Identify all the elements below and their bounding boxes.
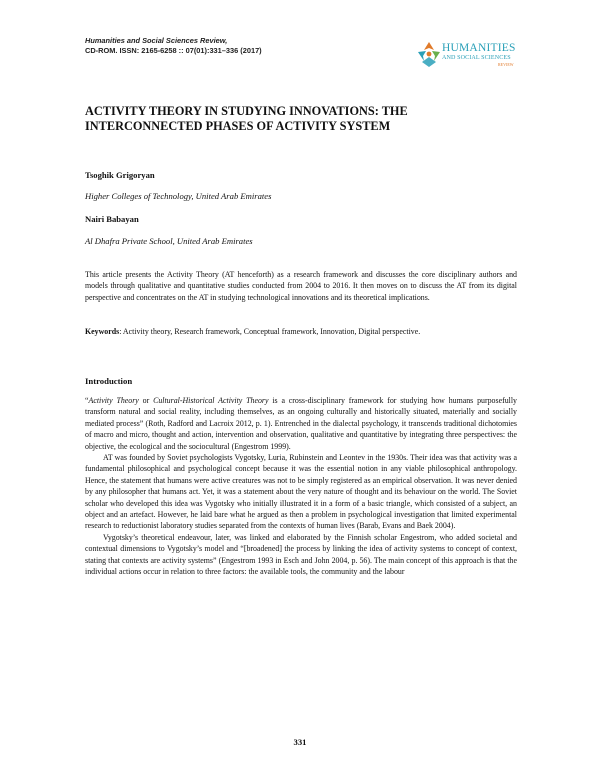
term-connector: or [138, 396, 154, 405]
page-number: 331 [293, 737, 307, 747]
paragraph-1 [85, 395, 517, 452]
author-affiliation-1: Higher Colleges of Technology, United Arab Emirates [85, 191, 272, 201]
logo-emblem-icon [414, 40, 444, 70]
journal-issn: CD-ROM. ISSN: 2165-6258 :: 07(01):331–336 (2017) [85, 46, 262, 55]
logo-line-2: AND SOCIAL SCIENCES [442, 55, 511, 61]
body-text [85, 395, 517, 578]
keywords-label: Keywords [85, 327, 120, 336]
paper-title: ACTIVITY THEORY IN STUDYING INNOVATIONS: THE INTERCONNECTED PHASES OF ACTIVITY SYSTEM [85, 104, 408, 133]
paragraph-3: Vygotsky’s theoretical endeavour, later, was linked and elaborated by the Finnish scholar Engestrom, who added societal and contextual dimensions to Vygotsky’s model and “[broadened] the process by linking the idea of activity systems to concept of context, stating that contexts are activity systems” (Engestrom 1993 in Esch and John 2004, p. 56). The main concept of this approach is that the individual actions occur in relation to three factors: the available tools, the community and the labour [85, 532, 517, 577]
paragraph-2: AT was founded by Soviet psychologists Vygotsky, Luria, Rubinstein and Leontev in the 1930s. Their idea was that activity was a fundamental philosophical and psychological concept because it was the essential notion in any viable philosophical anthropology. Hence, the statement that humans were active creatures was not to be simply registered as an empirical observation. It was never denied by any philosopher that humans act. Yet, it was a statement about the very nature of thought and its behaviour on the world. The Soviet scholar who developed this idea was Vygotsky who initially illustrated it in a form of a basic triangle, which consisted of a subject, an object and an artefact. However, he laid bare what he argued as then a problem in psychological investigation that limited experimental research to reductionist laboratory studies separated from the contexts of human lives (Barab, Evans and Baek 2004). [85, 453, 517, 531]
section-heading-introduction: Introduction [85, 376, 133, 386]
journal-header [85, 36, 262, 56]
author-name-2: Nairi Babayan [85, 214, 139, 224]
abstract: This article presents the Activity Theory (AT henceforth) as a research framework and discusses the core disciplinary authors and models through qualitative and quantitative studies conducted from 2004 to 2016. It then moves on to discuss the AT from its digital perspective and concentrates on the AT in studying technological innovations and its theoretical implications. [85, 270, 517, 302]
journal-logo [414, 38, 534, 74]
paragraph-1-rest: is a cross-disciplinary framework for studying how humans purposefully transform natural and social reality, including themselves, as an ongoing culturally and historically situated, materially and socially mediated process” (Roth, Radford and Lacroix 2012, p. 1). Entrenched in the dialectal psychology, it transcends traditional dichotomies of macro and micro, thought and action, intervention and observation, qualitative and quantitative by integrating three perspectives: the objective, the ecological and the sociocultural (Engestrom 1999). [85, 396, 517, 451]
quote-open: “ [85, 396, 89, 405]
journal-name: Humanities and Social Sciences Review, [85, 36, 228, 45]
logo-wordmark [442, 42, 516, 67]
term-activity-theory: Activity Theory [88, 396, 139, 405]
logo-line-1: HUMANITIES [442, 42, 516, 54]
author-affiliation-2: Al Dhafra Private School, United Arab Emirates [85, 236, 253, 246]
keywords-text: : Activity theory, Research framework, Conceptual framework, Innovation, Digital perspective. [119, 327, 421, 336]
term-chat: Cultural-Historical Activity Theory [153, 396, 269, 405]
keywords [85, 326, 517, 337]
author-name-1: Tsoghik Grigoryan [85, 170, 155, 180]
logo-line-3: REVIEW [498, 62, 514, 67]
